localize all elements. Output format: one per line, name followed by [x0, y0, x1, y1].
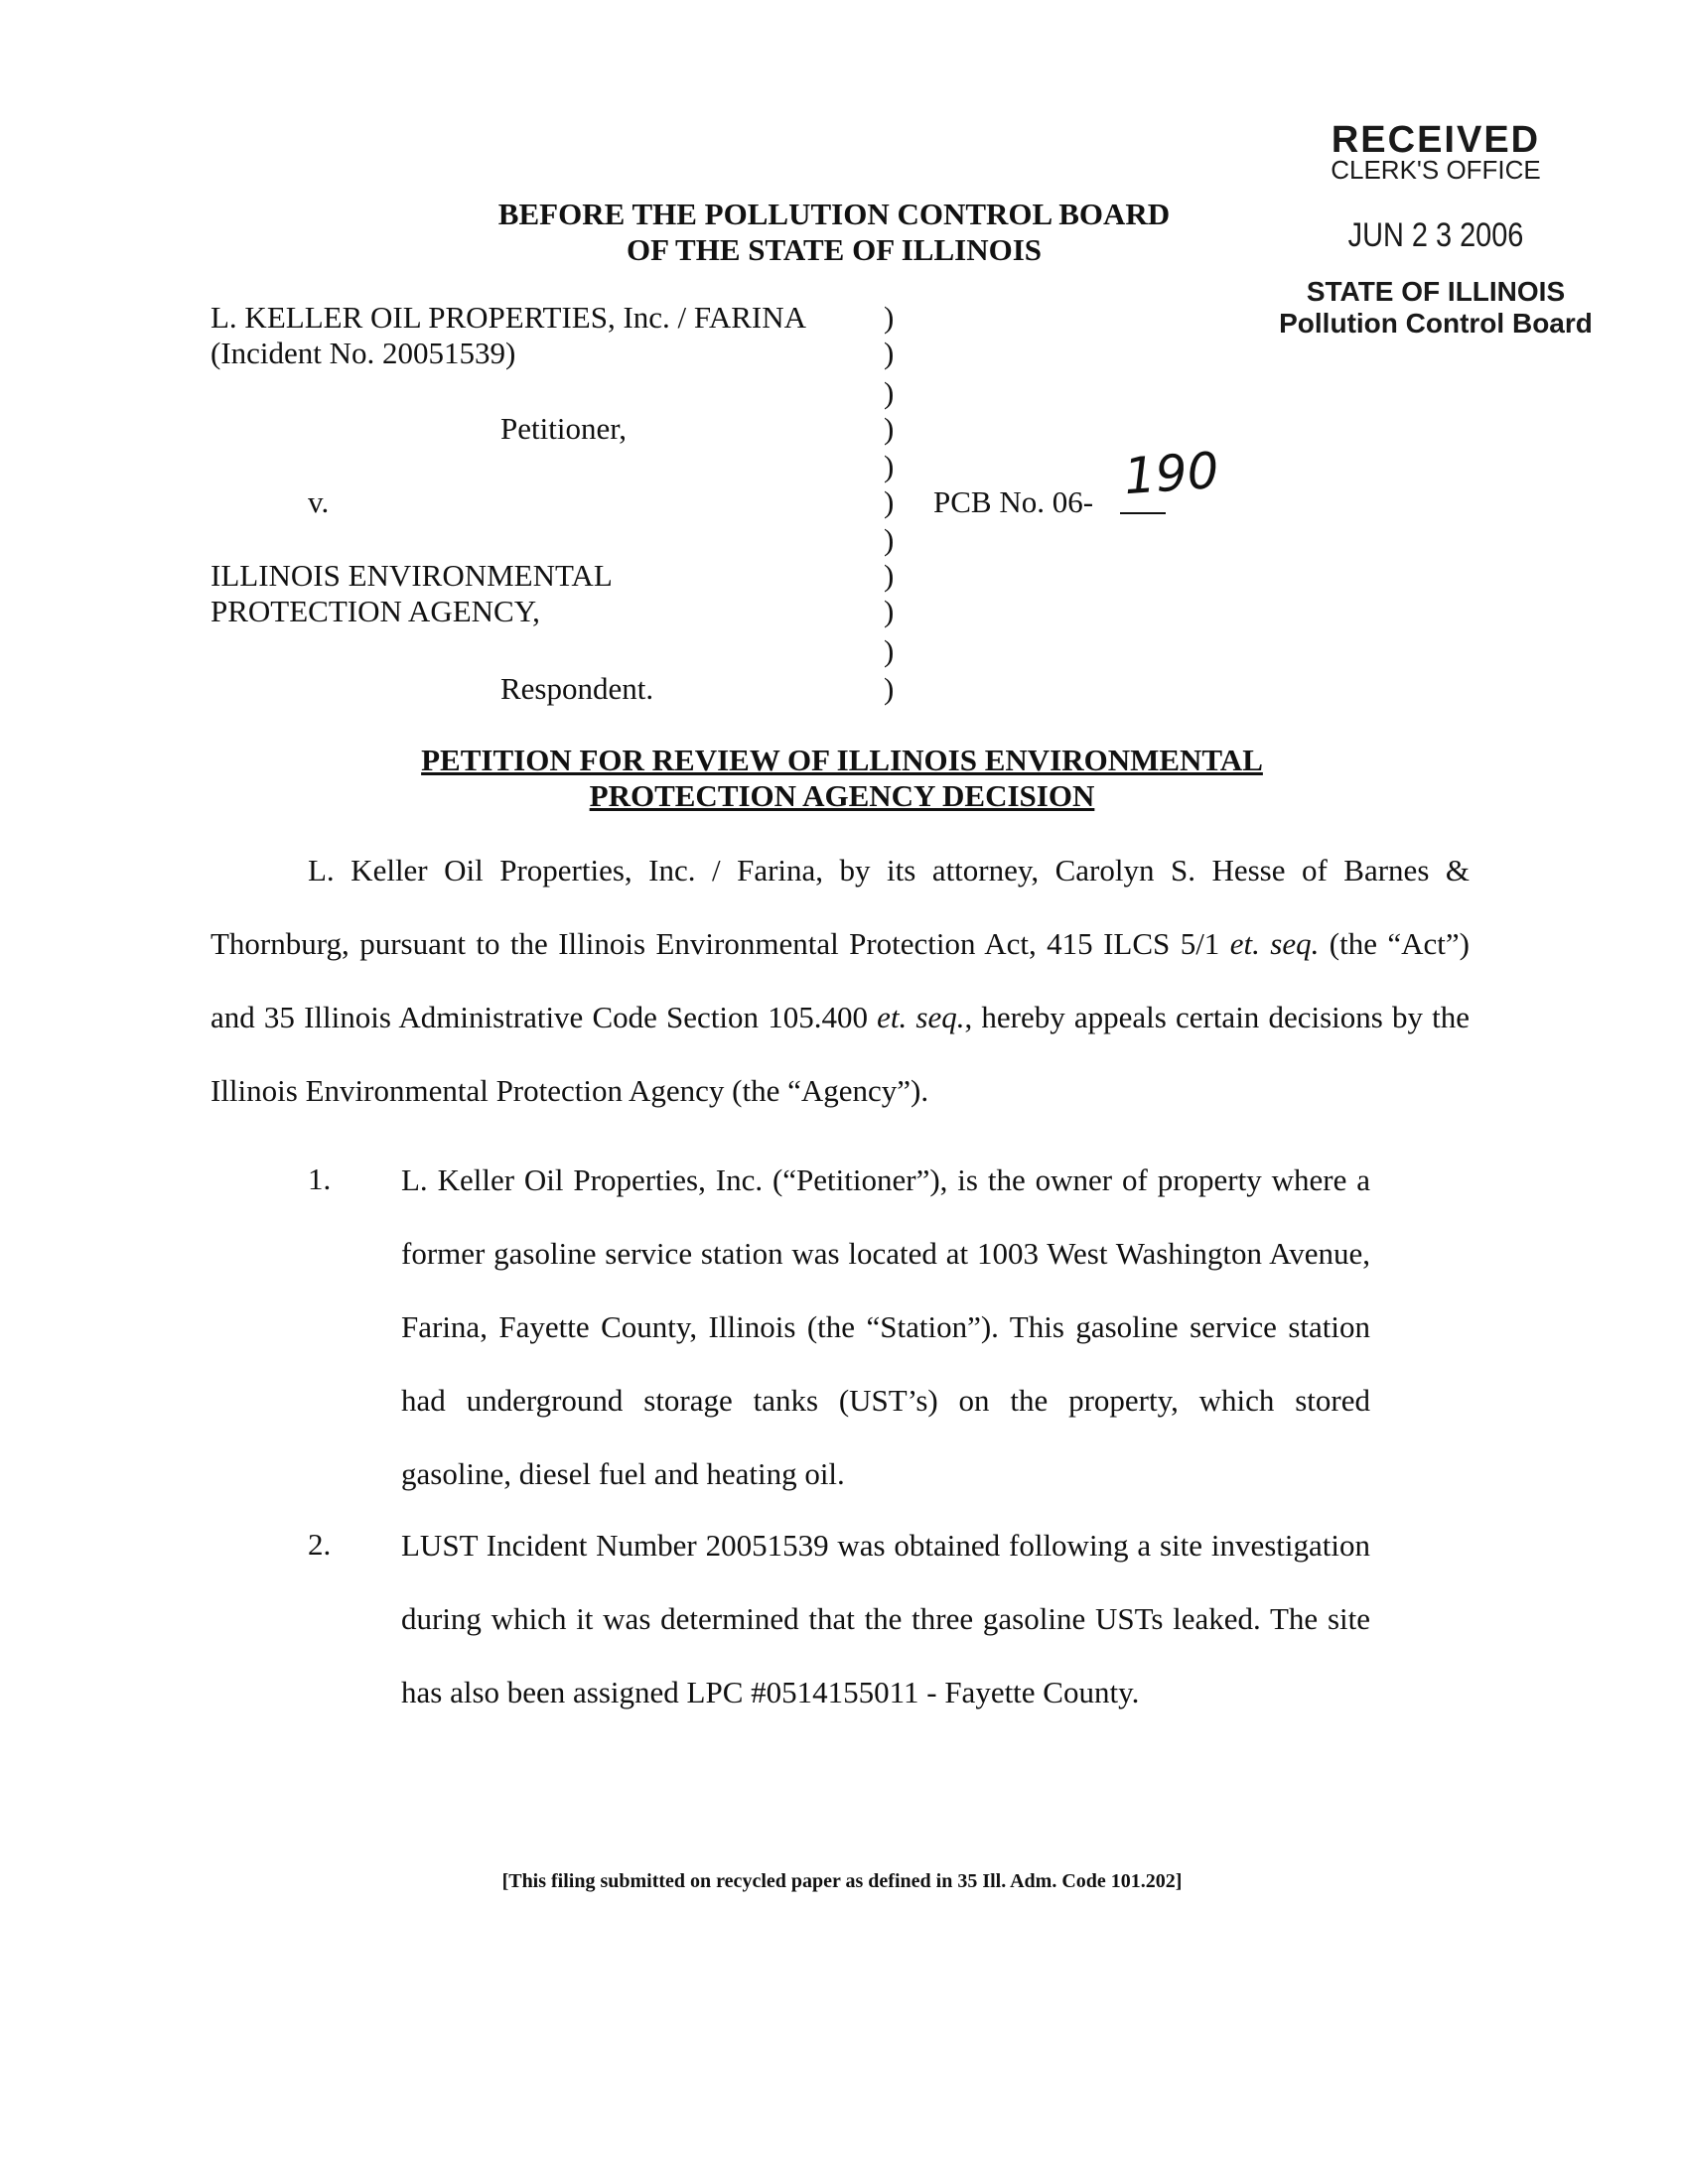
respondent-name-line-1: ILLINOIS ENVIRONMENTAL [210, 558, 613, 593]
intro-et-seq-1: et. seq. [1229, 926, 1320, 961]
petitioner-label: Petitioner, [500, 411, 628, 446]
court-heading-line-2: OF THE STATE OF ILLINOIS [626, 232, 1043, 267]
incident-number: (Incident No. 20051539) [210, 336, 516, 370]
petition-title-line-1: PETITION FOR REVIEW OF ILLINOIS ENVIRONMENTAL [421, 743, 1263, 777]
respondent-name-line-2: PROTECTION AGENCY, [210, 594, 540, 628]
caption-paren: ) [884, 671, 895, 706]
received-stamp-date: JUN 2 3 2006 [1347, 216, 1524, 254]
item-text: LUST Incident Number 20051539 was obtained following a site investigation during which it was determined that the three gasoline USTs leaked. The site has also been assigned LPC #0514155011 - Fayette County. [401, 1528, 1370, 1709]
item-number: 1. [308, 1161, 332, 1196]
caption-paren: ) [884, 558, 895, 593]
caption-paren: ) [884, 522, 895, 557]
pcb-number-underline [1120, 512, 1166, 514]
item-text: L. Keller Oil Properties, Inc. (“Petitioner”), is the owner of property where a former gasoline service station was located at 1003 West Washington Avenue, Farina, Fayette County, Illinois (the “Station”). This gasoline service station had underground storage tanks (UST’s) on the property, which stored gasoline, diesel fuel and heating oil. [401, 1162, 1370, 1491]
intro-text-a: L. Keller Oil Properties, Inc. / Farina, by its attorney, Carolyn S. Hesse of Barnes & Thornburg, pursuant to the Illinois Environmental Protection Act, 415 ILCS 5/1 [210, 853, 1470, 961]
caption-paren: ) [884, 484, 895, 519]
versus-label: v. [308, 484, 330, 519]
caption-paren: ) [884, 449, 895, 483]
caption-paren: ) [884, 411, 895, 446]
caption-paren: ) [884, 375, 895, 410]
caption-paren: ) [884, 633, 895, 668]
pcb-number-label: PCB No. 06- [933, 484, 1094, 519]
intro-text-c: , hereby appeals certain decisions by the Illinois Environmental Protection Agency (the “Agency”). [210, 1000, 1471, 1108]
received-stamp-state: STATE OF ILLINOIS [1306, 276, 1566, 307]
respondent-label: Respondent. [500, 671, 654, 706]
caption-paren: ) [884, 336, 895, 370]
intro-et-seq-2: et. seq. [877, 1000, 965, 1034]
petition-title [199, 743, 1485, 814]
petitioner-name: L. KELLER OIL PROPERTIES, Inc. / FARINA [210, 300, 807, 335]
petition-title-line-2: PROTECTION AGENCY DECISION [589, 778, 1095, 813]
recycled-paper-footer: [This filing submitted on recycled paper as defined in 35 Ill. Adm. Code 101.202] [501, 1870, 1183, 1892]
court-heading-line-1: BEFORE THE POLLUTION CONTROL BOARD [497, 197, 1171, 231]
received-stamp-heading: RECEIVED [1331, 119, 1541, 161]
court-heading [397, 197, 1271, 268]
received-stamp-board: Pollution Control Board [1279, 308, 1593, 339]
caption-paren: ) [884, 300, 895, 335]
caption-paren: ) [884, 594, 895, 628]
intro-text-b: (the “Act”) and 35 Illinois Administrative Code Section 105.400 [210, 926, 1470, 1034]
intro-paragraph [210, 834, 1470, 1128]
pcb-number-handwritten: 190 [1122, 441, 1221, 506]
item-number: 2. [308, 1527, 332, 1562]
received-stamp-office: CLERK'S OFFICE [1331, 155, 1541, 185]
